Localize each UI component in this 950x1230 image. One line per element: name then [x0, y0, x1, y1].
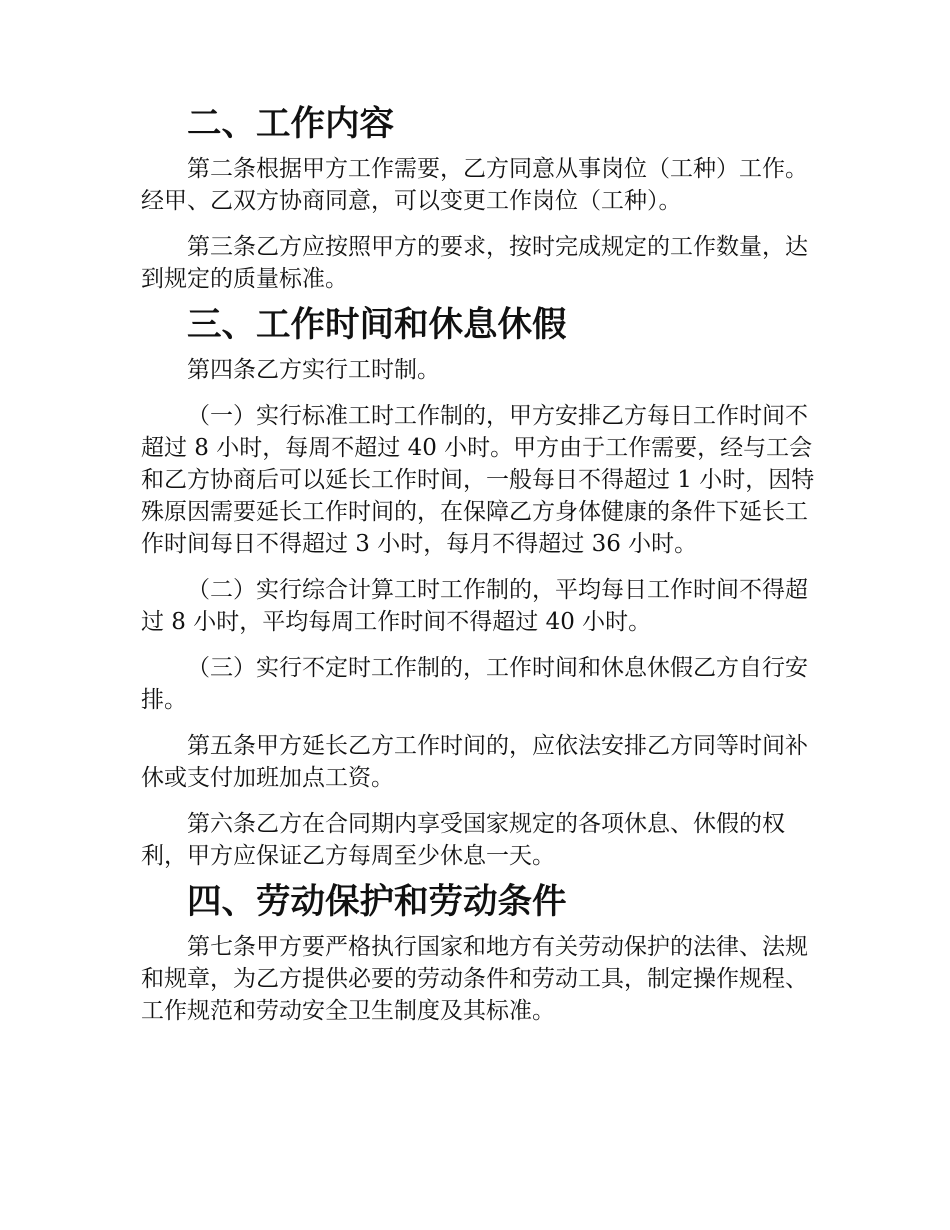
section-heading: 二、工作内容: [187, 104, 394, 144]
article-7: 第七条甲方要严格执行国家和地方有关劳动保护的法律、法规和规章，为乙方提供必要的劳动条件和劳动工具，制定操作规程、工作规范和劳动安全卫生制度及其标准。: [141, 934, 808, 1024]
article-2: 第二条根据甲方工作需要，乙方同意从事岗位（工种）工作。经甲、乙双方协商同意，可以变更工作岗位（工种）。: [141, 156, 808, 214]
article-4-item-1: （一）实行标准工时工作制的，甲方安排乙方每日工作时间不超过 8 小时，每周不超过 40 小时。甲方由于工作需要，经与工会和乙方协商后可以延长工作时间，一般每日不得超过 1 小时，因特殊原因需要延长工作时间的，在保障乙方身体健康的条件下延长工作时间每日不得超过 3 小时，每月不得超过 36 小时。: [141, 403, 815, 557]
article-6: 第六条乙方在合同期内享受国家规定的各项休息、休假的权利，甲方应保证乙方每周至少休息一天。: [141, 811, 785, 869]
section-work-content: [141, 104, 821, 295]
article-4-item-3: （三）实行不定时工作制的，工作时间和休息休假乙方自行安排。: [141, 655, 808, 713]
section-heading: 三、工作时间和休息休假: [187, 305, 567, 345]
section-labor-protection: [141, 882, 821, 1027]
document-page: [141, 104, 821, 1027]
article-4-item-2: （二）实行综合计算工时工作制的，平均每日工作时间不得超过 8 小时，平均每周工作时间不得超过 40 小时。: [141, 577, 808, 635]
article-4: 第四条乙方实行工时制。: [187, 357, 440, 383]
section-working-hours: [141, 305, 821, 872]
section-heading: 四、劳动保护和劳动条件: [187, 882, 567, 922]
article-5: 第五条甲方延长乙方工作时间的，应依法安排乙方同等时间补休或支付加班加点工资。: [141, 733, 808, 791]
article-3: 第三条乙方应按照甲方的要求，按时完成规定的工作数量，达到规定的质量标准。: [141, 234, 808, 292]
